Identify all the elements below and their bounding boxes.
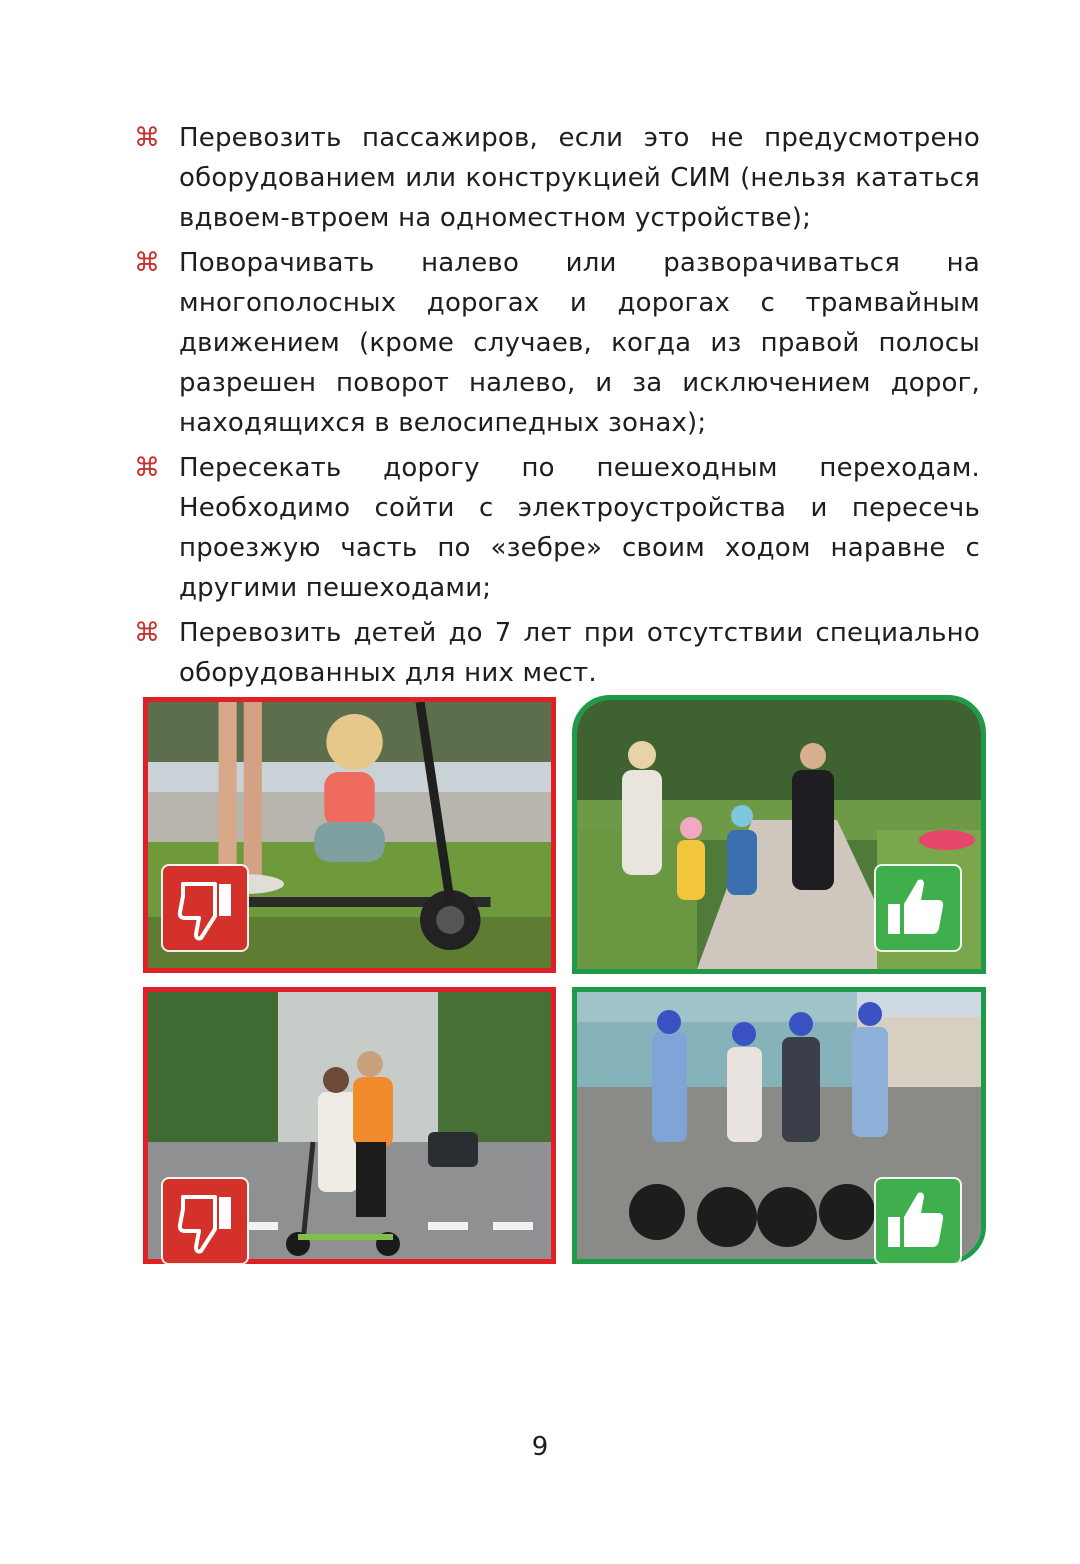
rule-text: Перевозить детей до 7 лет при отсутствии специально оборудованных для них мест. (179, 618, 980, 688)
thumbs-up-badge (876, 1179, 960, 1263)
command-bullet-icon: ⌘ (134, 618, 161, 648)
command-bullet-icon: ⌘ (134, 248, 161, 278)
rule-text: Перевозить пассажиров, если это не предусмотрено оборудованием или конструкцией СИМ (нельзя кататься вдвоем-втроем на одноместном устройстве); (179, 123, 980, 233)
rule-item (134, 448, 980, 608)
thumbs-down-icon (163, 866, 247, 950)
rule-item (134, 118, 980, 238)
rules-list (134, 118, 980, 698)
thumbs-down-icon (163, 1179, 247, 1263)
rule-text: Пересекать дорогу по пешеходным переходам. Необходимо сойти с электроустройства и пересечь проезжую часть по «зебре» своим ходом наравне с другими пешеходами; (179, 453, 980, 603)
thumbs-up-icon (876, 1179, 960, 1263)
rule-item (134, 613, 980, 693)
page-number: 9 (531, 1432, 549, 1462)
command-bullet-icon: ⌘ (134, 453, 161, 483)
thumbs-down-badge (163, 1179, 247, 1263)
rule-text: Поворачивать налево или разворачиваться на многополосных дорогах и дорогах с трамвайным движением (кроме случаев, когда из правой полосы разрешен поворот налево, и за исключением дорог, находящихся в велосипедных зонах); (179, 248, 980, 438)
rule-item (134, 243, 980, 443)
thumbs-up-badge (876, 866, 960, 950)
thumbs-down-badge (163, 866, 247, 950)
command-bullet-icon: ⌘ (134, 123, 161, 153)
thumbs-up-icon (876, 866, 960, 950)
